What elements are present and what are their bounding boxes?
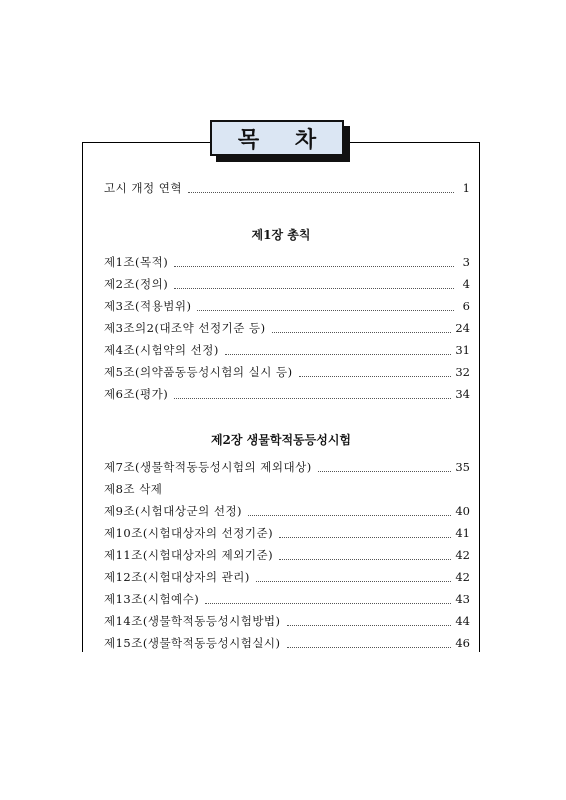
toc-entry-page: 42: [455, 570, 470, 584]
toc-entry[interactable]: [104, 634, 470, 652]
toc-entry-label: 제13조(시험예수): [104, 592, 200, 606]
toc-entry[interactable]: [104, 275, 470, 293]
dot-leader: [188, 191, 454, 193]
toc-entry-label: 제3조(적용범위): [104, 299, 192, 313]
toc-entry-label: 제1조(목적): [104, 255, 169, 269]
toc-entry[interactable]: [104, 253, 470, 271]
toc-entry-label: 제4조(시험약의 선정): [104, 343, 219, 357]
dot-leader: [197, 309, 454, 311]
dot-leader: [174, 265, 454, 267]
toc-entry-page: 32: [455, 365, 470, 379]
dot-leader: [279, 558, 451, 560]
toc-entry[interactable]: [104, 458, 470, 476]
toc-entry-label: 제10조(시험대상자의 선정기준): [104, 526, 274, 540]
toc-entry[interactable]: [104, 385, 470, 403]
toc-entry-page: 34: [455, 387, 470, 401]
toc-entry[interactable]: [104, 546, 470, 564]
toc-title: 목 차: [210, 120, 344, 156]
toc-title-box: [210, 120, 350, 162]
toc-entry-history[interactable]: [104, 179, 470, 197]
toc-entry-page: 43: [455, 592, 470, 606]
toc-entry-page: 42: [455, 548, 470, 562]
dot-leader: [318, 470, 452, 472]
toc-entry-label: 제8조 삭제: [104, 482, 163, 496]
toc-entry-label: 제7조(생물학적동등성시험의 제외대상): [104, 460, 312, 474]
toc-entry[interactable]: [104, 363, 470, 381]
toc-entry-page: 3: [462, 255, 470, 269]
toc-entry-page: 31: [455, 343, 470, 357]
toc-entry[interactable]: [104, 341, 470, 359]
dot-leader: [287, 646, 452, 648]
toc-entry-page: 41: [455, 526, 470, 540]
toc-entry-label: 고시 개정 연혁: [104, 181, 182, 195]
dot-leader: [248, 514, 451, 516]
dot-leader: [174, 287, 454, 289]
dot-leader: [287, 624, 452, 626]
dot-leader: [225, 353, 452, 355]
toc-entry-label: 제5조(의약품동등성시험의 실시 등): [104, 365, 293, 379]
toc-entry-label: 제12조(시험대상자의 관리): [104, 570, 250, 584]
toc-entry-page: 40: [455, 504, 470, 518]
dot-leader: [205, 602, 451, 604]
toc-entry-label: 제9조(시험대상군의 선정): [104, 504, 243, 518]
toc-entry-page: 4: [462, 277, 470, 291]
dot-leader: [299, 375, 452, 377]
dot-leader: [272, 331, 452, 333]
toc-entry[interactable]: [104, 612, 470, 630]
toc-entry-page: 35: [455, 460, 470, 474]
toc-entry-page: 1: [462, 181, 470, 195]
toc-entry-label: 제6조(평가): [104, 387, 169, 401]
toc-entry-page: 46: [455, 636, 470, 650]
toc-entry-page: 6: [462, 299, 470, 313]
toc-entry[interactable]: [104, 568, 470, 586]
toc-entry[interactable]: [104, 319, 470, 337]
toc-entry-label: 제15조(생물학적동등성시험실시): [104, 636, 281, 650]
toc-entry[interactable]: [104, 590, 470, 608]
toc-entry-label: 제2조(정의): [104, 277, 169, 291]
dot-leader: [279, 536, 451, 538]
toc-entry-label: 제14조(생물학적동등성시험방법): [104, 614, 281, 628]
dot-leader: [174, 397, 451, 399]
toc-entry[interactable]: [104, 297, 470, 315]
chapter-heading-1: 제1장 총칙: [251, 228, 311, 242]
toc-entry-deleted[interactable]: [104, 480, 470, 498]
chapter-heading-2: 제2장 생물학적동등성시험: [210, 433, 352, 447]
dot-leader: [256, 580, 452, 582]
toc-entry-page: 44: [455, 614, 470, 628]
toc-entry-label: 제3조의2(대조약 선정기준 등): [104, 321, 266, 335]
toc-entry-label: 제11조(시험대상자의 제외기준): [104, 548, 274, 562]
toc-entry[interactable]: [104, 524, 470, 542]
toc-entry-page: 24: [455, 321, 470, 335]
toc-entry[interactable]: [104, 502, 470, 520]
